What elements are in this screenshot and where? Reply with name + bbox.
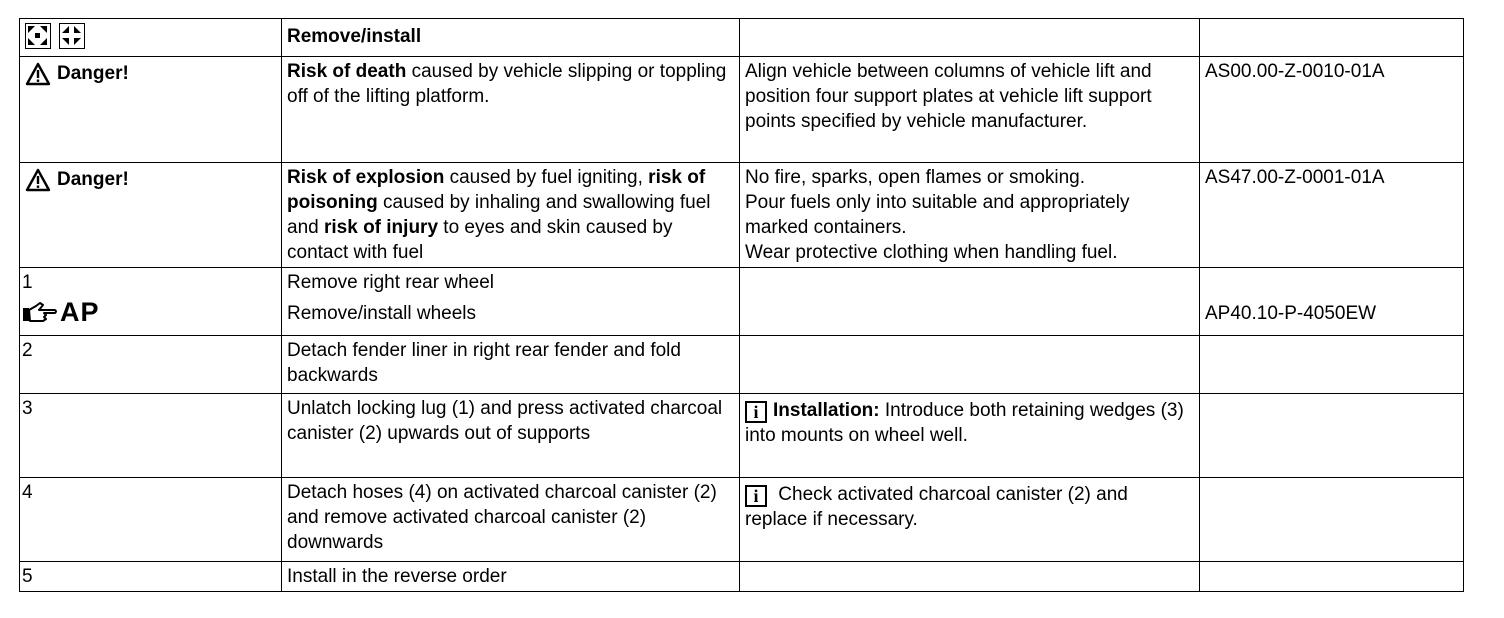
ref-code[interactable]: AP40.10-P-4050EW [1205, 303, 1377, 324]
step-note-cell [740, 478, 1200, 562]
collapse-icon[interactable] [59, 23, 85, 49]
risk-text: caused by vehicle slipping or toppling off of the lifting platform. [287, 61, 727, 107]
step-text: Remove right rear wheel [287, 272, 494, 293]
step-row [20, 478, 1464, 562]
step-row [20, 394, 1464, 478]
danger-label: Danger! [25, 61, 129, 86]
measure-line: Wear protective clothing when handling fuel. [745, 242, 1118, 263]
step-number-cell: 2 [20, 336, 282, 394]
danger-row [20, 57, 1464, 163]
step-note-cell [740, 268, 1200, 336]
header-empty-cell [1200, 19, 1464, 57]
risk-text: caused by inhaling and swallowing fuel and [287, 192, 711, 238]
step-code-cell [1200, 268, 1464, 336]
note-text: Introduce both retaining wedges (3) into mounts on wheel well. [745, 400, 1184, 446]
step-text-cell: Install in the reverse order [282, 562, 740, 592]
measure-line: No fire, sparks, open flames or smoking. [745, 167, 1086, 188]
note-bold: Installation: [773, 400, 880, 421]
step-code-cell [1200, 336, 1464, 394]
danger-label-cell [20, 163, 282, 268]
step-text-cell [282, 268, 740, 336]
header-empty-cell [740, 19, 1200, 57]
danger-code-cell: AS00.00-Z-0010-01A [1200, 57, 1464, 163]
risk-text: caused by fuel igniting, [444, 167, 643, 188]
step-number-cell: 3 [20, 394, 282, 478]
ref-text[interactable]: Remove/install wheels [287, 303, 477, 324]
step-row [20, 562, 1464, 592]
ap-reference[interactable] [22, 299, 276, 326]
step-note-cell [740, 336, 1200, 394]
procedure-table [19, 18, 1464, 592]
header-icons-cell [20, 19, 282, 57]
step-number-cell: 4 [20, 478, 282, 562]
step-text-cell: Detach hoses (4) on activated charcoal canister (2) and remove activated charcoal canister (2) downwards [282, 478, 740, 562]
step-number-cell [20, 268, 282, 336]
step-text-cell: Detach fender liner in right rear fender and fold backwards [282, 336, 740, 394]
risk-bold: Risk of death [287, 61, 407, 82]
pointing-hand-icon [22, 302, 58, 324]
danger-label-cell [20, 57, 282, 163]
step-row [20, 336, 1464, 394]
step-row [20, 268, 1464, 336]
measure-line: Pour fuels only into suitable and appropriately marked containers. [745, 192, 1130, 238]
danger-measure-cell [740, 163, 1200, 268]
step-text-cell: Unlatch locking lug (1) and press activated charcoal canister (2) upwards out of supports [282, 394, 740, 478]
info-icon: i [745, 401, 767, 423]
step-code-cell [1200, 562, 1464, 592]
danger-row [20, 163, 1464, 268]
header-title: Remove/install [282, 19, 740, 57]
danger-code-cell: AS47.00-Z-0001-01A [1200, 163, 1464, 268]
note-text: Check activated charcoal canister (2) and replace if necessary. [745, 484, 1128, 530]
ap-label: AP [60, 297, 100, 327]
header-row [20, 19, 1464, 57]
warning-triangle-icon [25, 168, 51, 192]
step-code-cell [1200, 478, 1464, 562]
step-number-cell: 5 [20, 562, 282, 592]
warning-triangle-icon [25, 62, 51, 86]
risk-bold: Risk of explosion [287, 167, 445, 188]
step-note-cell [740, 394, 1200, 478]
danger-risk-cell [282, 163, 740, 268]
risk-bold: risk of injury [323, 217, 439, 238]
info-icon: i [745, 485, 767, 507]
danger-label: Danger! [25, 167, 129, 192]
step-number: 1 [22, 272, 33, 293]
risk-text: to eyes and skin caused by contact with fuel [287, 217, 673, 263]
danger-risk-cell [282, 57, 740, 163]
step-code-cell [1200, 394, 1464, 478]
risk-bold: risk of poisoning [287, 167, 706, 213]
step-note-cell [740, 562, 1200, 592]
danger-measure-cell: Align vehicle between columns of vehicle lift and position four support plates at vehicle lift support points specified by vehicle manufacturer. [740, 57, 1200, 163]
expand-icon[interactable] [25, 23, 51, 49]
